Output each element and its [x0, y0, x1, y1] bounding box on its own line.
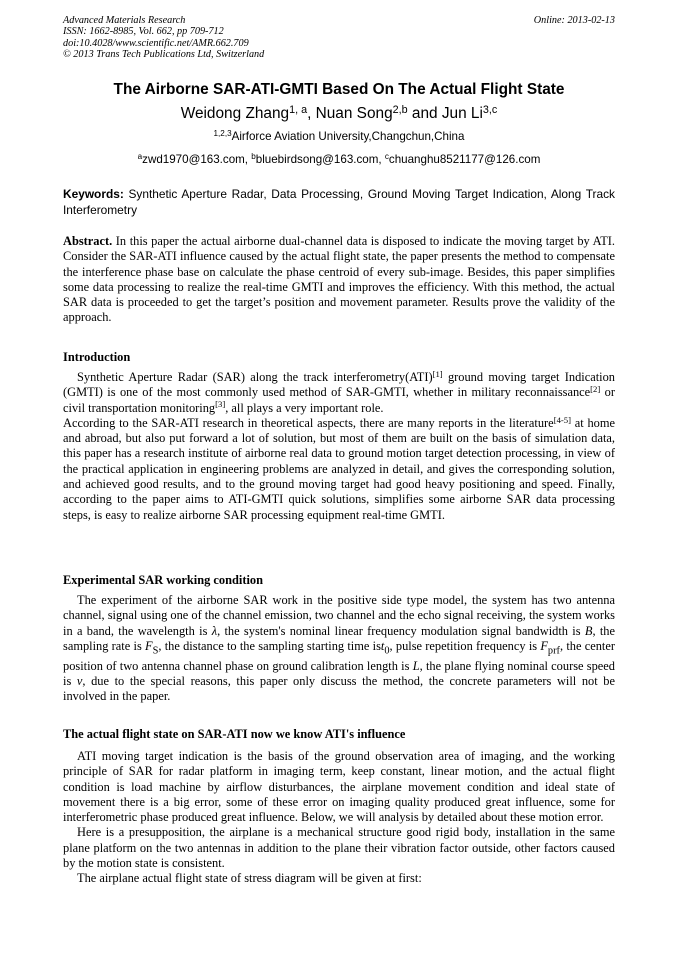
email-sup-c: c [384, 151, 389, 161]
author-1-sup: 1, a [289, 103, 308, 116]
email-2: bluebirdsong@163.com, [255, 153, 385, 166]
symbol-b: B [584, 623, 593, 638]
keywords-text: Synthetic Aperture Radar, Data Processing, Ground Moving Target Indication, Along Track Interferometry [63, 187, 615, 217]
intro-paragraph-1 [63, 370, 615, 416]
author-1: Weidong Zhang [180, 105, 290, 122]
intro-text: at home and abroad, but also put forward a lot of solution, but most of them are built on the basis of simulation data, this paper has a research institute of airborne real data to ground motion target detection processing, in view of the practical application in engineering problems are analyzed in detail, and gives the corresponding solution, and achieved good results, and to the ground moving target had good heavy positioning and speed. Finally, according to the paper aims to ATI-GMTI quick solutions, simplifies some airborne SAR data processing steps, is easy to realize airborne SAR processing equipment real-time GMTI. [63, 415, 616, 522]
email-sup-a: a [137, 151, 143, 161]
symbol-t0: t [380, 638, 385, 653]
exp-text: , the sampling rate is [63, 623, 615, 653]
issn: ISSN: 1662-8985, Vol. 662, pp 709-712 [63, 26, 224, 38]
symbol-v: v [76, 673, 83, 688]
symbol-lambda: λ [211, 623, 218, 638]
symbol-fs: F [145, 638, 153, 653]
author-3-sup: 3,c [482, 103, 498, 116]
keywords [63, 187, 615, 218]
journal-name: Advanced Materials Research [63, 15, 186, 26]
flight-paragraph-2: Here is a presupposition, the airplane is a mechanical structure good rigid body, installation in the same plane platform on the two antennas in addition to the plane their vibration factor outside, other factors caused by the motion state is consistent. [63, 825, 615, 871]
email-3: chuanghu8521177@126.com [388, 153, 541, 166]
author-sep-1: , Nuan Song [307, 105, 393, 122]
exp-text: , the plane flying nominal course speed is [63, 658, 615, 688]
symbol-fs-sub: S [152, 645, 159, 657]
symbol-t0-sub: 0 [384, 645, 390, 657]
citation-1: [1] [432, 368, 443, 379]
intro-text: , all plays a very important role. [225, 400, 384, 415]
symbol-fprf-sub: prf [547, 645, 560, 657]
citation-2: [2] [590, 383, 601, 394]
abstract [63, 234, 615, 326]
exp-text: The experiment of the airborne SAR work in the positive side type model, the system has two antenna channel, signal using one of the channel emission, two channel and the echo signal receiving, the system works in a band, the wavelength is [63, 593, 615, 638]
affiliation-text: Airforce Aviation University,Changchun,China [231, 130, 465, 143]
experimental-section [63, 593, 615, 705]
abstract-label: Abstract. [63, 234, 113, 248]
keywords-label: Keywords: [63, 187, 124, 201]
flight-state-heading: The actual flight state on SAR-ATI now we know ATI's influence [63, 727, 406, 741]
emails [63, 153, 615, 166]
exp-text: , the system's nominal linear frequency modulation signal bandwidth is [217, 623, 585, 638]
intro-text: ground moving target Indication (GMTI) is one of the most commonly used method of SAR-GMTI, whether in military reconnaissance [63, 370, 616, 400]
intro-heading: Introduction [63, 350, 131, 364]
abstract-text: In this paper the actual airborne dual-channel data is disposed to indicate the moving target by ATI. Consider the SAR-ATI influence caused by the actual flight state, the paper presents the method to compensate the interference phase base on calculate the phase centroid of every sub-image. Besides, this paper simplifies some data processing to realize the real-time GMTI and improves the efficiency. With this method, the actual SAR data is proceeded to get the target’s position and movement parameter. Results prove the validity of the approach. [63, 234, 615, 325]
experimental-heading: Experimental SAR working condition [63, 573, 263, 587]
intro-text: According to the SAR-ATI research in theoretical aspects, there are many reports in the literature [63, 415, 554, 430]
symbol-l: L [412, 658, 420, 673]
author-2-sup: 2,b [392, 103, 408, 116]
journal-header [63, 15, 615, 60]
paper-title: The Airborne SAR-ATI-GMTI Based On The Actual Flight State [113, 81, 565, 98]
flight-paragraph-1: ATI moving target indication is the basis of the ground observation area of imaging, and the working principle of SAR for radar platform in imaging term, keep constant, linear motion, and the actual flight condition is load machine by airflow disturbances, the airplane movement condition and ideal state of movement there is a big error, some of these error on imaging quality produced great influence, some for interferometric phase produced great influence. Below, we will analysis by detailed about these motion error. [63, 749, 615, 825]
flight-paragraph-3: The airplane actual flight state of stress diagram will be given at first: [77, 871, 422, 886]
flight-state-section [63, 749, 615, 887]
online-date: Online: 2013-02-13 [533, 15, 615, 26]
authors [63, 105, 615, 123]
symbol-fprf: F [540, 638, 548, 653]
intro-text: or civil transportation monitoring [63, 385, 615, 415]
intro-paragraph-2 [63, 416, 615, 523]
copyright: © 2013 Trans Tech Publications Ltd, Switzerland [63, 48, 265, 60]
exp-text: , the center position of two antenna channel phase on ground calibration length is [63, 638, 615, 673]
email-sup-b: b [251, 151, 256, 161]
intro-section [63, 370, 615, 523]
citation-3: [3] [215, 399, 226, 410]
email-1: zwd1970@163.com, [142, 153, 252, 166]
exp-text: , the distance to the sampling starting time is [158, 638, 381, 653]
author-sep-2: and Jun Li [407, 105, 483, 122]
affiliation [63, 130, 615, 143]
experimental-paragraph [63, 593, 615, 705]
exp-text: , pulse repetition frequency is [389, 638, 541, 653]
affiliation-sup: 1,2,3 [213, 128, 232, 138]
intro-text: Synthetic Aperture Radar (SAR) along the track interferometry(ATI) [77, 370, 433, 384]
citation-4-5: [4-5] [553, 414, 571, 425]
doi: doi:10.4028/www.scientific.net/AMR.662.709 [63, 37, 249, 49]
exp-text: , due to the special reasons, this paper only discuss the method, the concrete parameters will not be involved in the paper. [63, 673, 615, 704]
